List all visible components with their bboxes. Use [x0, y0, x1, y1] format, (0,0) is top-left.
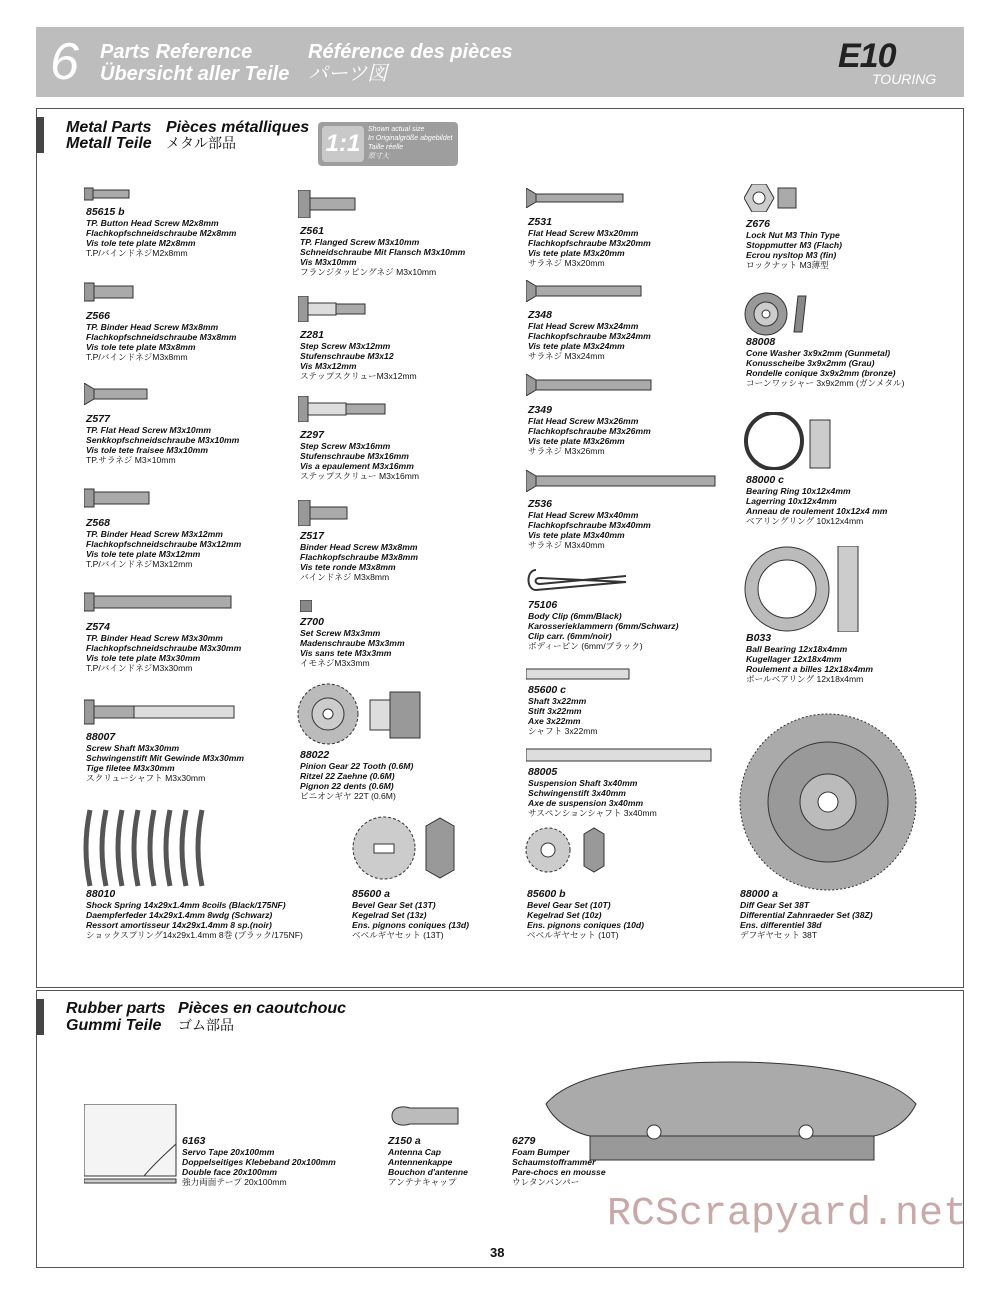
screw-z348-image	[526, 280, 642, 302]
screw-z517-image	[298, 500, 348, 526]
part-88007: 88007 Screw Shaft M3x30mm Schwingenstift Mit Gewinde M3x30mm Tige filetee M3x30mm スクリューシャフト M3x30mm	[86, 731, 245, 783]
part-z676: Z676 Lock Nut M3 Thin Type Stoppmutter M3 (Flach) Ecrou nysltop M3 (fin) ロックナット M3薄型	[746, 218, 842, 270]
part-6163: 6163 Servo Tape 20x100mm Doppelseitiges Klebeband 20x100mm Double face 20x100mm 強力両面テープ 20x100mm	[182, 1135, 336, 1187]
screw-z281-image	[298, 296, 366, 322]
part-88000c: 88000 c Bearing Ring 10x12x4mm Lagerring 10x12x4mm Anneau de roulement 10x12x4 mm ベアリングリング 10x12x4mm	[746, 474, 888, 526]
part-88010: 88010 Shock Spring 14x29x1.4mm 8coils (Black/175NF) Daempferfeder 14x29x1.4mm 8wdg (Schwarz) Ressort amortisseur 14x29x1.4mm 8 sp.(noir) ショックスプリング14x29x1.4mm 8巻 (ブラック/175NF)	[86, 888, 303, 940]
part-85600b: 85600 b Bevel Gear Set (10T) Kegelrad Set (10z) Ens. pignons coniques (10d) ベベルギヤセット (10T)	[527, 888, 644, 940]
bearing-ring-88000c-image	[744, 412, 832, 470]
screw-z536-image	[526, 470, 716, 492]
scale-note: Shown actual size In Originalgröße abgebildet Taille réelle 原寸大	[368, 126, 453, 160]
part-z281: Z281 Step Screw M3x12mm Stufenschraube M3x12 Vis M3x12mm ステップスクリューM3x12mm	[300, 329, 417, 381]
metal-title-ja: メタル部品	[166, 135, 236, 151]
screw-z566-image	[84, 281, 134, 303]
watermark: RCScrapyard.net	[607, 1192, 968, 1237]
section-marker	[36, 999, 44, 1035]
shaft-85600c-image	[526, 668, 630, 680]
section-marker	[36, 117, 44, 153]
chapter-number: 6	[50, 33, 79, 91]
scale-text: 1:1	[322, 126, 364, 162]
screw-z297-image	[298, 396, 386, 422]
screw-z531-image	[526, 188, 624, 208]
servo-tape-image	[84, 1104, 178, 1184]
part-z297: Z297 Step Screw M3x16mm Stufenschraube M3x16mm Vis a epaulement M3x16mm ステップスクリュー M3x16mm	[300, 429, 420, 481]
part-85600c: 85600 c Shaft 3x22mm Stift 3x22mm Axe 3x22mm シャフト 3x22mm	[528, 684, 598, 736]
screw-z349-image	[526, 374, 652, 396]
actual-size-badge	[318, 122, 458, 166]
part-85615: 85615 b TP. Button Head Screw M2x8mm Flachkopfschneidschraube M2x8mm Vis tole tete plate M2x8mm T.P/バインドネジM2x8mm	[86, 206, 237, 258]
rubber-title-ja: ゴム部品	[178, 1017, 234, 1033]
part-88008: 88008 Cone Washer 3x9x2mm (Gunmetal) Konusscheibe 3x9x2mm (Grau) Rondelle conique 3x9x2mm (bronze) コーンワッシャー 3x9x2mm (ガンメタル)	[746, 336, 905, 388]
part-85600a: 85600 a Bevel Gear Set (13T) Kegelrad Set (13z) Ens. pignons coniques (13d) ベベルギヤセット (13T)	[352, 888, 469, 940]
rubber-title-de: Gummi Teile	[66, 1017, 162, 1034]
part-z517: Z517 Binder Head Screw M3x8mm Flachkopfschraube M3x8mm Vis tete ronde M3x8mm バインドネジ M3x8mm	[300, 530, 418, 582]
screw-85615-image	[84, 186, 130, 202]
metal-title-de: Metall Teile	[66, 135, 152, 152]
part-b033: B033 Ball Bearing 12x18x4mm Kugellager 12x18x4mm Roulement a billes 12x18x4mm ボールベアリング 12x18x4mm	[746, 632, 874, 684]
part-z700: Z700 Set Screw M3x3mm Madenschraube M3x3mm Vis sans tete M3x3mm イモネジM3x3mm	[300, 616, 405, 668]
body-clip-75106-image	[526, 564, 630, 596]
screw-z568-image	[84, 487, 150, 509]
suspension-shaft-88005-image	[526, 748, 712, 762]
part-z536: Z536 Flat Head Screw M3x40mm Flachkopfschraube M3x40mm Vis tete plate M3x40mm サラネジ M3x40mm	[528, 498, 651, 550]
lock-nut-z676-image	[744, 184, 798, 212]
part-z531: Z531 Flat Head Screw M3x20mm Flachkopfschraube M3x20mm Vis tete plate M3x20mm サラネジ M3x20mm	[528, 216, 651, 268]
part-z577: Z577 TP. Flat Head Screw M3x10mm Senkkopfschneidschraube M3x10mm Vis tole tete fraisee M3x10mm TP.サラネジ M3×10mm	[86, 413, 240, 465]
page-header	[36, 27, 964, 97]
ball-bearing-b033-image	[744, 546, 860, 632]
diff-gear-88000a-image	[738, 712, 918, 892]
antenna-cap-image	[390, 1104, 460, 1128]
bevel-gear-13t-image	[350, 816, 456, 880]
touring-logo: TOURING	[872, 71, 937, 87]
metal-title-fr: Pièces métalliques	[166, 119, 310, 136]
part-z349: Z349 Flat Head Screw M3x26mm Flachkopfschraube M3x26mm Vis tete plate M3x26mm サラネジ M3x26mm	[528, 404, 651, 456]
e10-logo: E10	[838, 37, 896, 75]
metal-title-en: Metal Parts	[66, 119, 152, 136]
part-z348: Z348 Flat Head Screw M3x24mm Flachkopfschraube M3x24mm Vis tete plate M3x24mm サラネジ M3x24mm	[528, 309, 651, 361]
screw-shaft-88007-image	[84, 698, 236, 726]
screw-z574-image	[84, 591, 232, 613]
part-z568: Z568 TP. Binder Head Screw M3x12mm Flachkopfschneidschraube M3x12mm Vis tole tete plate M3x12mm T.P/バインドネジM3x12mm	[86, 517, 242, 569]
part-88000a: 88000 a Diff Gear Set 38T Differential Zahnraeder Set (38Z) Ens. differentiel 38d デフギヤセット 38T	[740, 888, 873, 940]
set-screw-z700-image	[300, 600, 312, 612]
screw-z561-image	[298, 190, 356, 218]
rubber-title-en: Rubber parts	[66, 1000, 166, 1017]
part-75106: 75106 Body Clip (6mm/Black) Karosserieklammern (6mm/Schwarz) Clip carr. (6mm/noir) ボディーピン (6mm/ブラック)	[528, 599, 679, 651]
rubber-title-fr: Pièces en caoutchouc	[178, 1000, 347, 1017]
part-z574: Z574 TP. Binder Head Screw M3x30mm Flachkopfschneidschraube M3x30mm Vis tole tete plate M3x30mm T.P/バインドネジM3x30mm	[86, 621, 242, 673]
shock-spring-88010-image	[82, 808, 212, 888]
screw-z577-image	[84, 383, 148, 405]
title-de: Übersicht aller Teile	[100, 63, 290, 85]
title-ja: パーツ図	[308, 63, 388, 85]
part-z561: Z561 TP. Flanged Screw M3x10mm Schneidschraube Mit Flansch M3x10mm Vis M3x10mm フランジタッピングネジ M3x10mm	[300, 225, 466, 277]
part-88005: 88005 Suspension Shaft 3x40mm Schwingenstift 3x40mm Axe de suspension 3x40mm サスペンションシャフト 3x40mm	[528, 766, 657, 818]
part-6279: 6279 Foam Bumper Schaumstofframmer Pare-chocs en mousse ウレタンバンパー	[512, 1135, 606, 1187]
part-z150: Z150 a Antenna Cap Antennenkappe Bouchon d'antenne アンテナキャップ	[388, 1135, 468, 1187]
page-number: 38	[490, 1245, 505, 1260]
bevel-gear-10t-image	[524, 826, 606, 874]
cone-washer-88008-image	[744, 292, 810, 336]
part-z566: Z566 TP. Binder Head Screw M3x8mm Flachkopfschneidschraube M3x8mm Vis tole tete plate M3x8mm T.P/バインドネジM3x8mm	[86, 310, 237, 362]
pinion-gear-88022-image	[296, 682, 422, 746]
part-88022: 88022 Pinion Gear 22 Tooth (0.6M) Ritzel 22 Zaehne (0.6M) Pignon 22 dents (0.6M) ピニオンギヤ 22T (0.6M)	[300, 749, 414, 801]
title-en: Parts Reference	[100, 41, 253, 63]
title-fr: Référence des pièces	[308, 41, 513, 63]
